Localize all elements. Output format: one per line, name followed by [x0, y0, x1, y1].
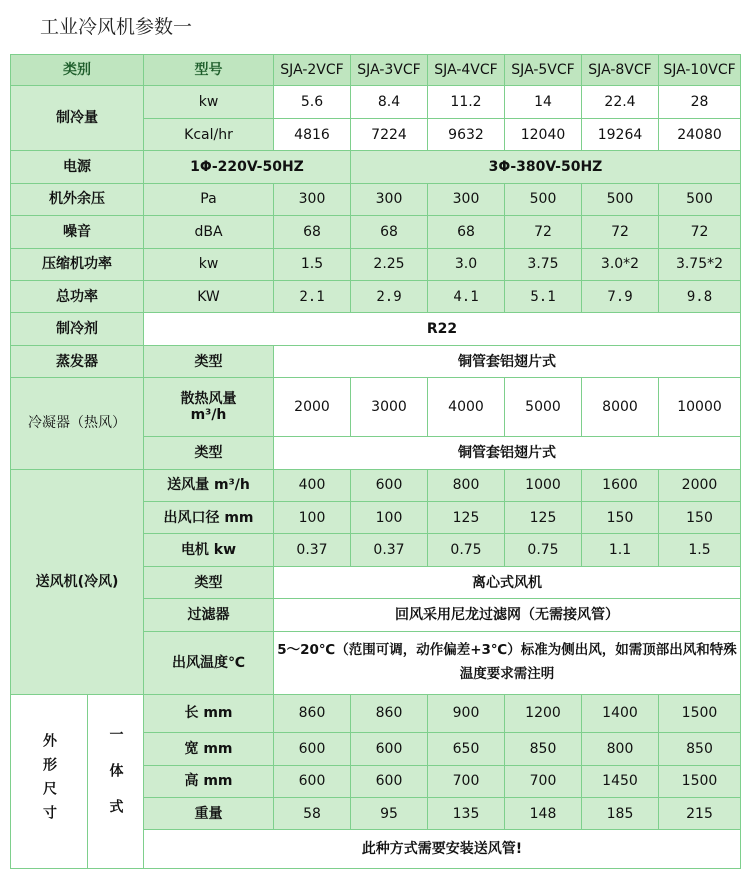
row-label-dimensions: [11, 694, 88, 868]
table-cell: 0.37: [351, 534, 428, 566]
table-cell: 1600: [582, 469, 659, 501]
table-cell: 600: [274, 765, 351, 797]
power-supply-single-phase: 1Φ-220V-50HZ: [144, 151, 351, 183]
table-cell: 1.1: [582, 534, 659, 566]
table-cell: 10000: [659, 378, 741, 437]
table-cell: 3000: [351, 378, 428, 437]
table-cell: 100: [274, 502, 351, 534]
table-cell: 0.75: [428, 534, 505, 566]
table-cell: 600: [274, 733, 351, 765]
condenser-type-value: 铜管套铝翅片式: [274, 437, 741, 469]
filter-value: 回风采用尼龙过滤网（无需接风管）: [274, 599, 741, 631]
table-cell: 700: [505, 765, 582, 797]
header-model: 型号: [144, 55, 274, 86]
unit-label: kw: [144, 248, 274, 280]
refrigerant-value: R22: [144, 313, 741, 345]
dimensions-label-chars: 外形尺寸: [41, 733, 58, 830]
fan-type-value: 离心式风机: [274, 566, 741, 598]
table-cell: 125: [428, 502, 505, 534]
model-name: SJA-3VCF: [351, 55, 428, 86]
row-label-total-power: 总功率: [11, 281, 144, 313]
table-cell: 600: [351, 765, 428, 797]
height-label: 高 mm: [144, 765, 274, 797]
condenser-airflow-row: [11, 378, 741, 437]
table-cell: 72: [659, 216, 741, 248]
table-cell: 2.1: [274, 281, 351, 313]
type-label: 类型: [144, 345, 274, 377]
power-supply-three-phase: 3Φ-380V-50HZ: [351, 151, 741, 183]
table-cell: 12040: [505, 118, 582, 150]
table-cell: 650: [428, 733, 505, 765]
row-label-cooling: 制冷量: [11, 86, 144, 151]
table-cell: 14: [505, 86, 582, 118]
model-name: SJA-10VCF: [659, 55, 741, 86]
table-cell: 860: [274, 694, 351, 733]
table-cell: 148: [505, 798, 582, 830]
table-cell: 500: [659, 183, 741, 215]
table-cell: 8000: [582, 378, 659, 437]
table-cell: 300: [274, 183, 351, 215]
table-cell: 5.6: [274, 86, 351, 118]
unit-label: Kcal/hr: [144, 118, 274, 150]
row-label-power-supply: 电源: [11, 151, 144, 183]
table-cell: 8.4: [351, 86, 428, 118]
table-cell: 850: [505, 733, 582, 765]
table-cell: 215: [659, 798, 741, 830]
unit-label: dBA: [144, 216, 274, 248]
fan-airflow-row: [11, 469, 741, 501]
table-cell: 4000: [428, 378, 505, 437]
table-cell: 95: [351, 798, 428, 830]
table-cell: 72: [582, 216, 659, 248]
table-cell: 68: [428, 216, 505, 248]
model-name: SJA-8VCF: [582, 55, 659, 86]
table-cell: 1500: [659, 765, 741, 797]
airflow-label: [144, 378, 274, 437]
table-cell: 1.5: [659, 534, 741, 566]
row-label-refrigerant: 制冷剂: [11, 313, 144, 345]
table-cell: 2000: [659, 469, 741, 501]
table-cell: 7224: [351, 118, 428, 150]
table-cell: 24080: [659, 118, 741, 150]
unit-label: kw: [144, 86, 274, 118]
unit-label: KW: [144, 281, 274, 313]
header-category: 类别: [11, 55, 144, 86]
condenser-airflow-label: 散热风量: [180, 391, 237, 408]
table-cell: 2.25: [351, 248, 428, 280]
model-name: SJA-4VCF: [428, 55, 505, 86]
table-cell: 3.0: [428, 248, 505, 280]
weight-label: 重量: [144, 798, 274, 830]
table-cell: 860: [351, 694, 428, 733]
table-cell: 72: [505, 216, 582, 248]
table-cell: 2.9: [351, 281, 428, 313]
table-cell: 1450: [582, 765, 659, 797]
row-label-noise: 噪音: [11, 216, 144, 248]
table-cell: 3.0*2: [582, 248, 659, 280]
table-cell: 150: [582, 502, 659, 534]
type-label: 类型: [144, 437, 274, 469]
table-cell: 9632: [428, 118, 505, 150]
table-cell: 22.4: [582, 86, 659, 118]
unit-label: Pa: [144, 183, 274, 215]
table-cell: 7.9: [582, 281, 659, 313]
temp-note-line-2: 温度要求需注明: [459, 665, 555, 682]
refrigerant-row: [11, 313, 741, 345]
table-cell: 5.1: [505, 281, 582, 313]
spec-table: [10, 54, 741, 869]
table-cell: 4816: [274, 118, 351, 150]
table-cell: 68: [274, 216, 351, 248]
table-cell: 1500: [659, 694, 741, 733]
table-cell: 58: [274, 798, 351, 830]
temp-note-line-1: 5～20℃（范围可调，动作偏差+3℃）标准为侧出风，如需顶部出风和特殊: [277, 642, 737, 659]
row-label-condenser: 冷凝器（热风）: [11, 378, 144, 469]
duct-note: 此种方式需要安装送风管!: [144, 830, 741, 869]
table-cell: 11.2: [428, 86, 505, 118]
table-cell: 100: [351, 502, 428, 534]
table-cell: 850: [659, 733, 741, 765]
row-label-fan: 送风机(冷风): [11, 469, 144, 694]
temp-label: 出风温度℃: [144, 631, 274, 694]
table-cell: 125: [505, 502, 582, 534]
pressure-row: [11, 183, 741, 215]
table-cell: 500: [582, 183, 659, 215]
table-cell: 2000: [274, 378, 351, 437]
noise-row: [11, 216, 741, 248]
temp-note: [274, 631, 741, 694]
cooling-kw-row: [11, 86, 741, 118]
total-power-row: [11, 281, 741, 313]
length-label: 长 mm: [144, 694, 274, 733]
table-cell: 1.5: [274, 248, 351, 280]
power-supply-row: [11, 151, 741, 183]
table-cell: 3.75: [505, 248, 582, 280]
evaporator-type-value: 铜管套铝翅片式: [274, 345, 741, 377]
table-cell: 185: [582, 798, 659, 830]
model-name: SJA-2VCF: [274, 55, 351, 86]
table-cell: 9.8: [659, 281, 741, 313]
table-cell: 5000: [505, 378, 582, 437]
table-cell: 28: [659, 86, 741, 118]
table-cell: 700: [428, 765, 505, 797]
table-cell: 800: [428, 469, 505, 501]
row-label-evaporator: 蒸发器: [11, 345, 144, 377]
table-cell: 600: [351, 733, 428, 765]
table-cell: 0.37: [274, 534, 351, 566]
table-cell: 3.75*2: [659, 248, 741, 280]
condenser-airflow-unit: m³/h: [190, 407, 227, 424]
table-cell: 150: [659, 502, 741, 534]
table-cell: 400: [274, 469, 351, 501]
row-label-pressure: 机外余压: [11, 183, 144, 215]
header-row: [11, 55, 741, 86]
fan-outlet-label: 出风口径 mm: [144, 502, 274, 534]
width-label: 宽 mm: [144, 733, 274, 765]
table-cell: 600: [351, 469, 428, 501]
dim-length-row: [11, 694, 741, 733]
fan-airflow-label: 送风量 m³/h: [144, 469, 274, 501]
table-cell: 68: [351, 216, 428, 248]
table-cell: 300: [351, 183, 428, 215]
table-cell: 800: [582, 733, 659, 765]
integrated-label-chars: 一体式: [107, 727, 124, 836]
table-cell: 19264: [582, 118, 659, 150]
page-title: 工业冷风机参数一: [40, 16, 193, 38]
table-cell: 1400: [582, 694, 659, 733]
table-cell: 1200: [505, 694, 582, 733]
row-label-compressor: 压缩机功率: [11, 248, 144, 280]
filter-label: 过滤器: [144, 599, 274, 631]
table-cell: 1000: [505, 469, 582, 501]
table-cell: 135: [428, 798, 505, 830]
row-label-integrated: [88, 694, 144, 868]
evaporator-row: [11, 345, 741, 377]
fan-motor-label: 电机 kw: [144, 534, 274, 566]
compressor-row: [11, 248, 741, 280]
table-cell: 4.1: [428, 281, 505, 313]
type-label: 类型: [144, 566, 274, 598]
table-cell: 900: [428, 694, 505, 733]
table-cell: 500: [505, 183, 582, 215]
model-name: SJA-5VCF: [505, 55, 582, 86]
table-cell: 300: [428, 183, 505, 215]
table-cell: 0.75: [505, 534, 582, 566]
